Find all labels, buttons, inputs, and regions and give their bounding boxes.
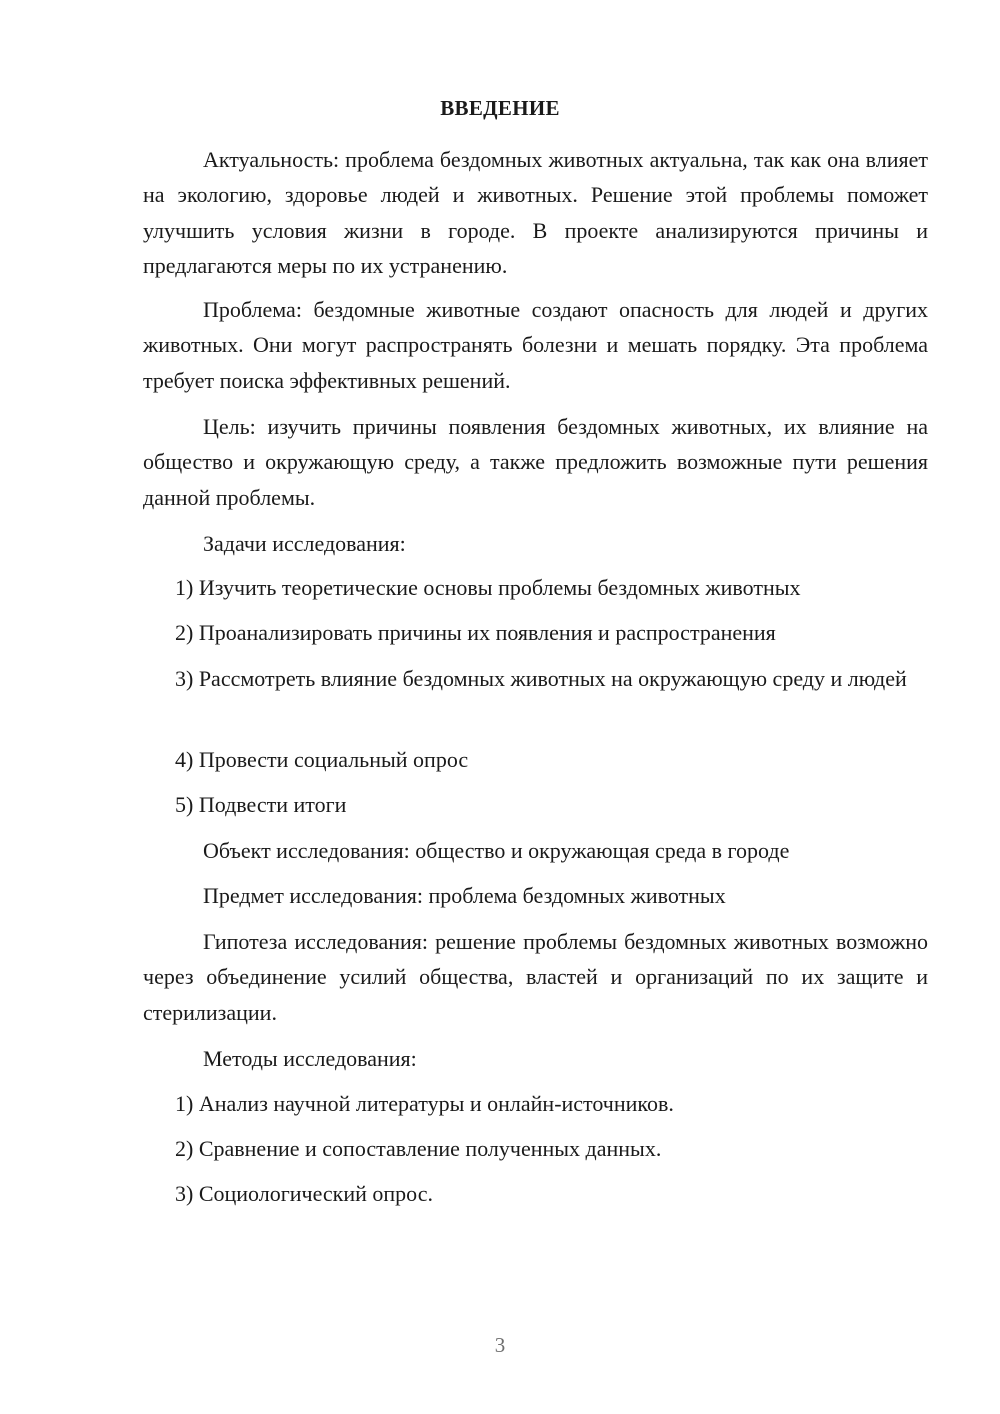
method-item-1: 1) Анализ научной литературы и онлайн-источников. [175, 1091, 674, 1116]
page-title: ВВЕДЕНИЕ [440, 96, 560, 120]
tasks-heading: Задачи исследования: [203, 531, 406, 556]
method-item-2: 2) Сравнение и сопоставление полученных данных. [175, 1136, 662, 1161]
goal-paragraph: Цель: изучить причины появления бездомных животных, их влияние на общество и окружающую среду, а также предложить возможные пути решения данной проблемы. [143, 414, 928, 510]
page-number: 3 [494, 1333, 506, 1357]
method-item-3: 3) Социологический опрос. [175, 1181, 433, 1206]
hypothesis-paragraph: Гипотеза исследования: решение проблемы бездомных животных возможно через объединение усилий общества, властей и организаций по их защите и стерилизации. [143, 929, 928, 1025]
task-item-2: 2) Проанализировать причины их появления и распространения [175, 620, 776, 645]
methods-heading: Методы исследования: [203, 1046, 417, 1071]
object-paragraph: Объект исследования: общество и окружающая среда в городе [203, 838, 790, 863]
task-item-3: 3) Рассмотреть влияние бездомных животных на окружающую среду и людей [175, 666, 907, 691]
task-item-4: 4) Провести социальный опрос [175, 747, 469, 772]
problem-paragraph: Проблема: бездомные животные создают опасность для людей и других животных. Они могут распространять болезни и мешать порядку. Эта проблема требует поиска эффективных решений. [143, 297, 928, 393]
task-item-1: 1) Изучить теоретические основы проблемы бездомных животных [175, 575, 801, 600]
relevance-paragraph: Актуальность: проблема бездомных животных актуальна, так как она влияет на экологию, здоровье людей и животных. Решение этой проблемы поможет улучшить условия жизни в городе. В проекте анализируются причины и предлагаются меры по их устранению. [143, 147, 928, 278]
task-item-5: 5) Подвести итоги [175, 792, 347, 817]
subject-paragraph: Предмет исследования: проблема бездомных животных [203, 883, 726, 908]
